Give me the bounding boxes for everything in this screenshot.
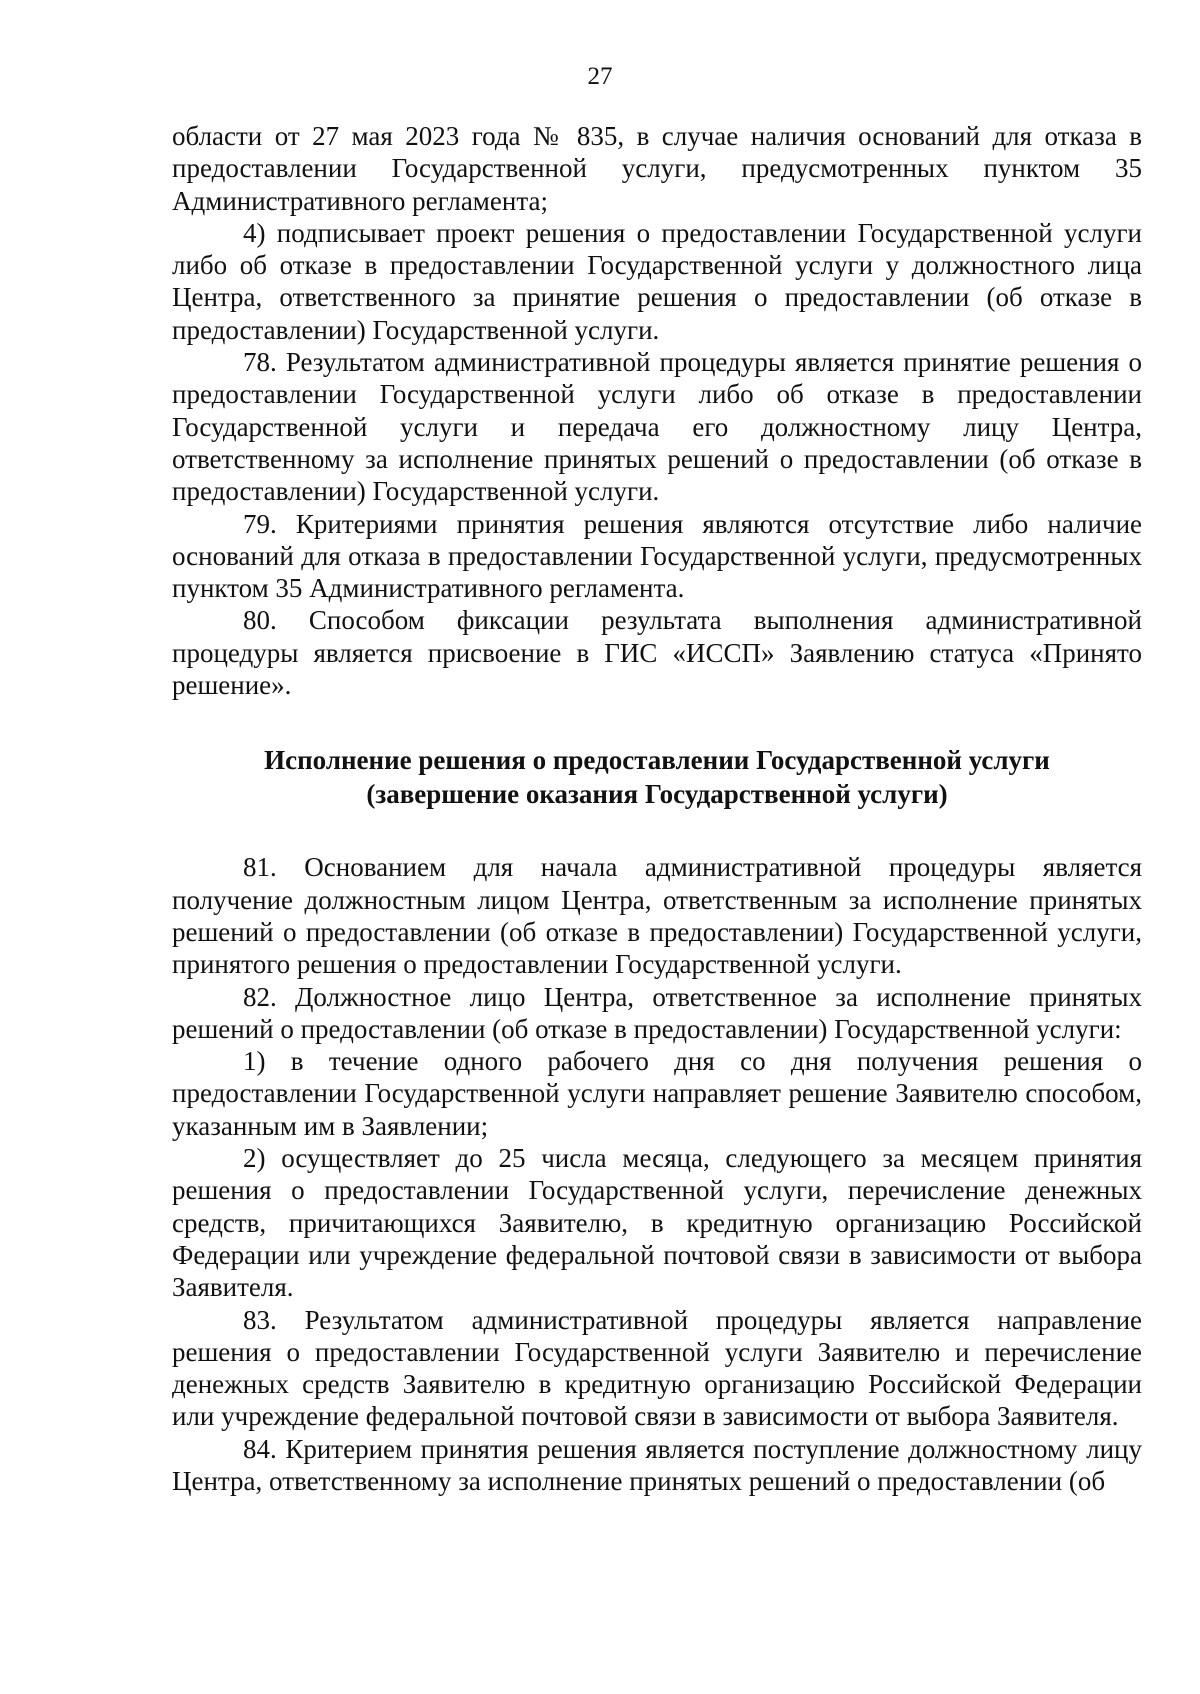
section-heading	[172, 743, 1142, 811]
paragraph-78: 78. Результатом административной процедуры является принятие решения о предоставлении Государственной услуги либо об отказе в предоставлении Государственной услуги и передача его должностному лицу Центра, ответственному за исполнение принятых решений о предоставлении (об отказе в предоставлении) Государственной услуги.	[172, 347, 1142, 507]
paragraph-81: 81. Основанием для начала административной процедуры является получение должностным лицом Центра, ответственным за исполнение принятых решений о предоставлении (об отказе в предоставлении) Государственной услуги, принятого решения о предоставлении Государственной услуги.	[172, 852, 1142, 980]
paragraph-continuation: области от 27 мая 2023 года № 835, в случае наличия оснований для отказа в предоставлении Государственной услуги, предусмотренных пунктом 35 Административного регламента;	[172, 121, 1142, 216]
section-heading-line-2: (завершение оказания Государственной услуги)	[366, 779, 948, 810]
paragraph-82-item-2: 2) осуществляет до 25 числа месяца, следующего за месяцем принятия решения о предоставлении Государственной услуги, перечисление денежных средств, причитающихся Заявителю, в кредитную организацию Российской Федерации или учреждение федеральной почтовой связи в зависимости от выбора Заявителя.	[172, 1143, 1142, 1303]
page-number: 27	[587, 63, 613, 90]
paragraph-82-item-1: 1) в течение одного рабочего дня со дня получения решения о предоставлении Государственной услуги направляет решение Заявителю способом, указанным им в Заявлении;	[172, 1046, 1142, 1141]
paragraph-83: 83. Результатом административной процедуры является направление решения о предоставлении Государственной услуги Заявителю и перечисление денежных средств Заявителю в кредитную организацию Российской Федерации или учреждение федеральной почтовой связи в зависимости от выбора Заявителя.	[172, 1304, 1142, 1432]
paragraph-84: 84. Критерием принятия решения является поступление должностному лицу Центра, ответственному за исполнение принятых решений о предоставлении (об	[172, 1433, 1142, 1496]
paragraph-80: 80. Способом фиксации результата выполнения административной процедуры является присвоение в ГИС «ИССП» Заявлению статуса «Принято решение».	[172, 605, 1142, 701]
paragraph-82: 82. Должностное лицо Центра, ответственное за исполнение принятых решений о предоставлении (об отказе в предоставлении) Государственной услуги:	[172, 981, 1142, 1044]
section-heading-line-1: Исполнение решения о предоставлении Государственной услуги	[264, 745, 1050, 776]
document-body	[172, 120, 1142, 1497]
paragraph-79: 79. Критериями принятия решения являются отсутствие либо наличие оснований для отказа в предоставлении Государственной услуги, предусмотренных пунктом 35 Административного регламента.	[172, 508, 1142, 604]
paragraph-item-4: 4) подписывает проект решения о предоставлении Государственной услуги либо об отказе в предоставлении Государственной услуги у должностного лица Центра, ответственного за принятие решения о предоставлении (об отказе в предоставлении) Государственной услуги.	[172, 217, 1142, 345]
